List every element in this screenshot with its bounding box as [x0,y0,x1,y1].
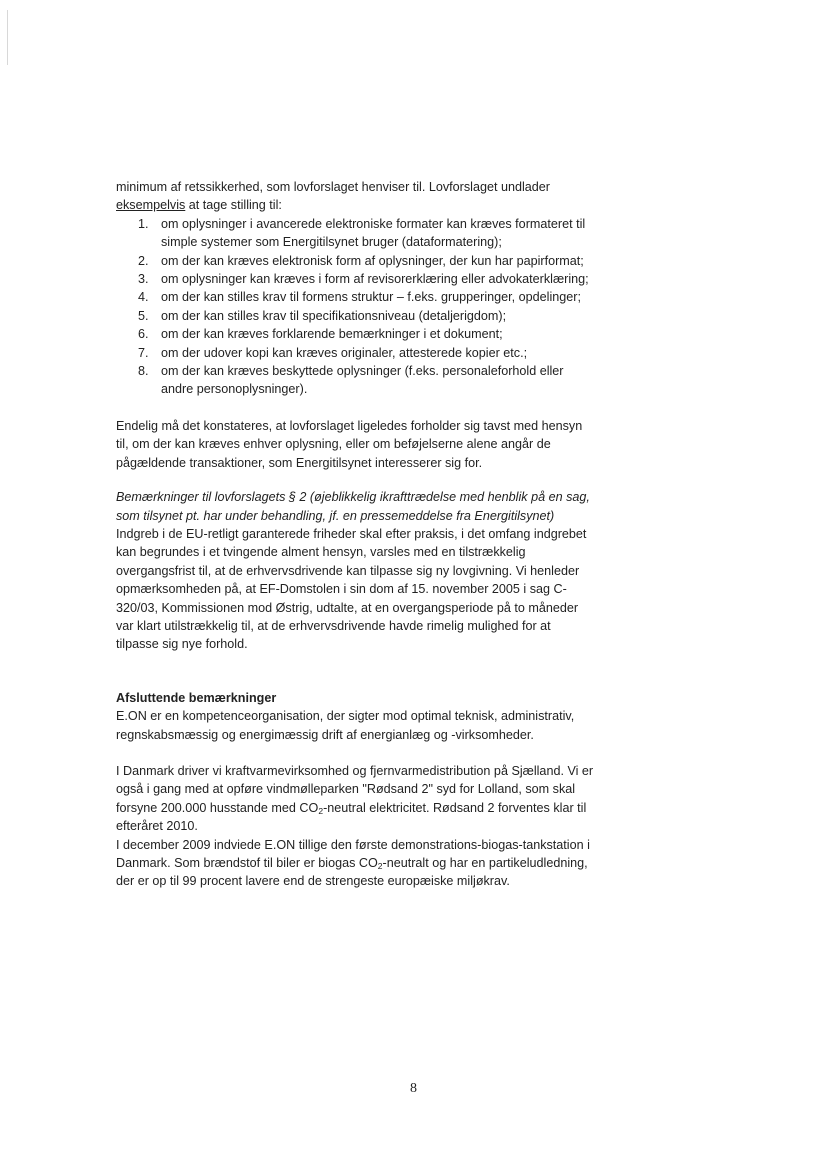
intro-paragraph [116,178,596,215]
underlined-word: eksempelvis [116,198,186,213]
list-number: 4. [138,290,149,305]
para3-text: I december 2009 indviede E.ON tillige den første demonstrations-biogas-tankstation i Danmark. Som brændstof til biler er biogas CO [116,837,590,870]
intro-line: minimum af retssikkerhed, som lovforslaget henviser til. Lovforslaget undlader [116,180,550,194]
document-body [116,178,596,891]
list-item [116,215,596,252]
list-number: 6. [138,327,149,342]
co2-subscript: 2 [318,805,324,816]
list-item [116,288,596,306]
numbered-list [116,215,596,399]
closing-paragraph-1: E.ON er en kompetenceorganisation, der sigter mod optimal teknisk, administrativ, regnskabsmæssig og energimæssig drift af energianlæg og -virksomheder. [116,709,575,742]
section2-heading: Bemærkninger til lovforslagets § 2 (øjeblikkelig ikrafttrædelse med henblik på en sag, som tilsynet pt. har under behandling, jf. en pressemeddelse fra Energitilsynet) [116,490,590,523]
list-item [116,344,596,362]
endelig-paragraph: Endelig må det konstateres, at lovforslaget ligeledes forholder sig tavst med hensyn til, om der kan kræves enhver oplysning, eller om beføjelserne alene angår de pågældende transaktioner, som Energitilsynet interesserer sig for. [116,418,583,470]
para2-text: I Danmark driver vi kraftvarmevirksomhed og fjernvarmedistribution på Sjælland. Vi er også i gang med at opføre vindmølleparken "Rødsand 2" syd for Lolland, som skal forsyne 200.000 husstande med CO [116,763,594,815]
list-text: om oplysninger kan kræves i form af revisorerklæring eller advokaterklæring; [161,272,589,287]
list-item [116,252,596,270]
list-item [116,270,596,288]
scan-edge-line [7,10,8,65]
list-item [116,362,596,399]
list-item [116,325,596,343]
list-text: om der kan kræves beskyttede oplysninger (f.eks. personaleforhold eller andre personoplysninger). [161,364,564,397]
list-number: 2. [138,253,149,268]
list-text: om der kan kræves elektronisk form af oplysninger, der kun har papirformat; [161,253,584,268]
para2-end: -neutral elektricitet. Rødsand 2 forventes klar til efteråret 2010. [116,800,587,834]
list-text: om der kan stilles krav til formens struktur – f.eks. grupperinger, opdelinger; [161,290,581,305]
list-text: om der udover kopi kan kræves originaler, attesterede kopier etc.; [161,345,528,360]
intro-rest: at tage stilling til: [185,198,282,213]
section2-body: Indgreb i de EU-retligt garanterede friheder skal efter praksis, i det omfang indgrebet kan begrundes i et tvingende alment hensyn, varsles med en tilstrækkelig overgangsfrist til, at de erhvervsdrivende kan tilpasse sig ny lovgivning. Vi henleder opmærksomheden på, at EF-Domstolen i sin dom af 15. november 2005 i sag C-320/03, Kommissionen mod Østrig, udtalte, at en overgangsperiode på to måneder var klart utilstrækkelig til, at de erhvervsdrivende havde rimelig mulighed for at tilpasse sig nye forhold. [116,526,587,652]
list-number: 7. [138,345,149,360]
list-number: 8. [138,364,149,379]
list-text: om oplysninger i avancerede elektroniske formater kan kræves formateret til simple systemer som Energitilsynet bruger (dataformatering); [161,216,586,250]
closing-heading: Afsluttende bemærkninger [116,690,277,705]
list-text: om der kan kræves forklarende bemærkninger i et dokument; [161,327,503,342]
list-number: 5. [138,308,149,323]
closing-paragraph-3 [116,836,596,891]
list-text: om der kan stilles krav til specifikationsniveau (detaljerigdom); [161,308,507,323]
list-number: 3. [138,272,149,287]
para3-end: -neutralt og har en partikeludledning, der er op til 99 procent lavere end de strengeste europæiske miljøkrav. [116,856,588,889]
list-number: 1. [138,216,149,231]
closing-paragraph-2 [116,762,596,836]
page-number: 8 [410,1081,417,1096]
list-item [116,307,596,325]
co2-subscript: 2 [377,861,383,871]
